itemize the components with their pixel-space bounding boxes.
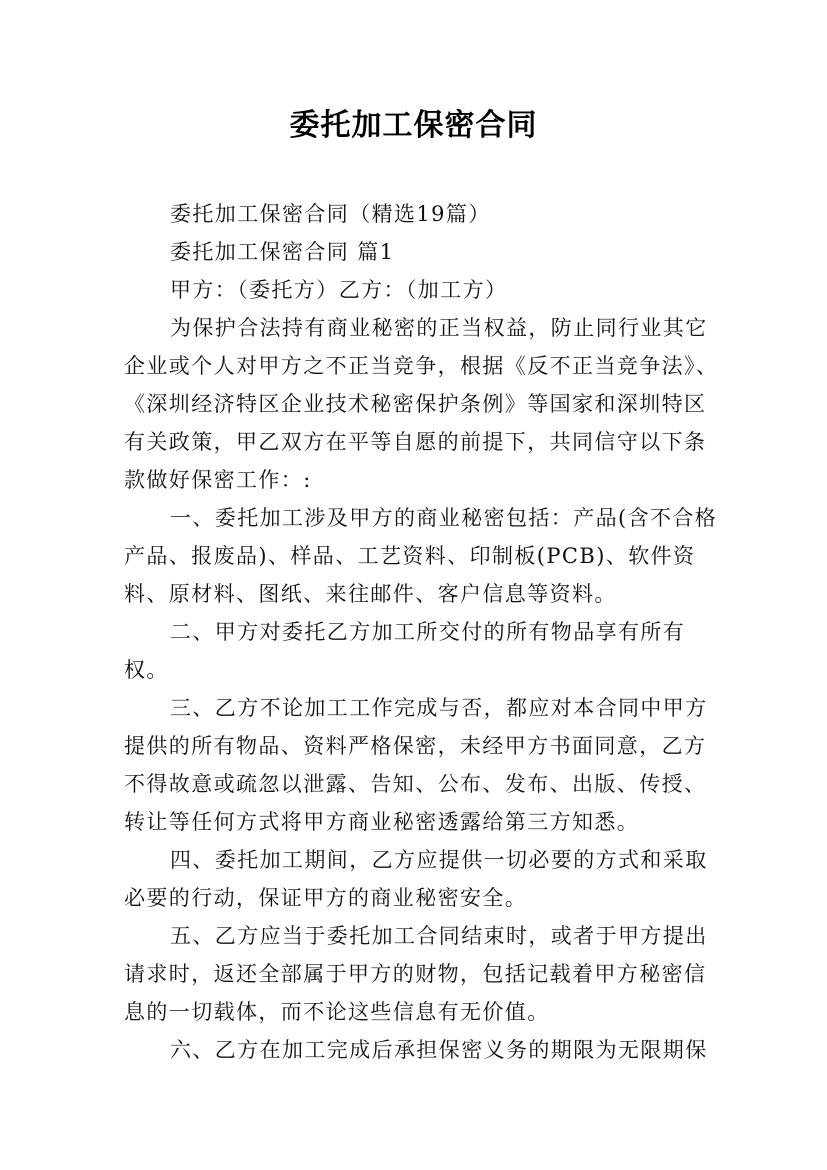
paragraph: 六、乙方在加工完成后承担保密义务的期限为无限期保 <box>170 1038 708 1062</box>
document-body <box>124 195 724 1069</box>
paragraph: 甲方：（委托方）乙方：（加工方） <box>170 278 508 302</box>
paragraph: 四、委托加工期间，乙方应提供一切必要的方式和采取必要的行动，保证甲方的商业秘密安全。 <box>124 848 708 910</box>
paragraph: 五、乙方应当于委托加工合同结束时，或者于甲方提出请求时，返还全部属于甲方的财物，包括记载着甲方秘密信息的一切载体，而不论这些信息有无价值。 <box>124 924 708 1024</box>
paragraph: 委托加工保密合同 篇1 <box>170 240 395 264</box>
paragraph: 二、甲方对委托乙方加工所交付的所有物品享有所有权。 <box>124 620 686 682</box>
paragraph: 三、乙方不论加工工作完成与否，都应对本合同中甲方提供的所有物品、资料严格保密，未经甲方书面同意，乙方不得故意或疏忽以泄露、告知、公布、发布、出版、传授、转让等任何方式将甲方商业秘密透露给第三方知悉。 <box>124 696 708 834</box>
paragraph: 委托加工保密合同（精选19篇） <box>170 202 491 226</box>
document-title: 委托加工保密合同 <box>289 108 538 143</box>
paragraph: 为保护合法持有商业秘密的正当权益，防止同行业其它企业或个人对甲方之不正当竞争，根据《反不正当竞争法》、《深圳经济特区企业技术秘密保护条例》等国家和深圳特区有关政策，甲乙双方在平等自愿的前提下，共同信守以下条款做好保密工作：: <box>124 316 719 492</box>
paragraph: 一、委托加工涉及甲方的商业秘密包括：产品(含不合格产品、报废品)、样品、工艺资料、印制板(PCB)、软件资料、原材料、图纸、来往邮件、客户信息等资料。 <box>124 506 718 606</box>
